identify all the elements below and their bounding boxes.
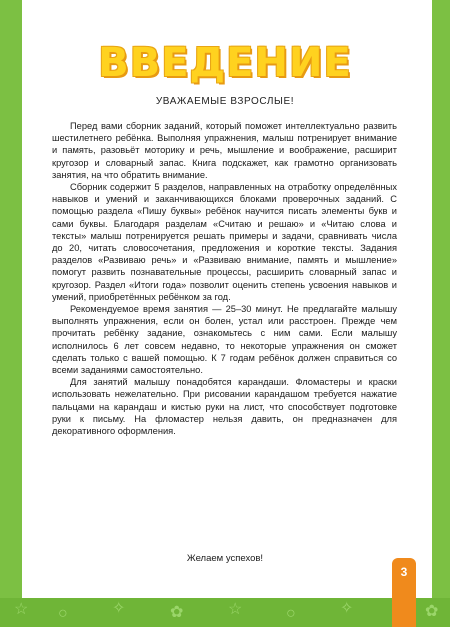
star-doodle-icon: ✧ <box>340 600 354 617</box>
greeting-heading: УВАЖАЕМЫЕ ВЗРОСЛЫЕ! <box>155 96 295 107</box>
closing-line: Желаем успехов! <box>186 553 264 564</box>
star-doodle-icon: ✧ <box>112 600 126 617</box>
paragraph: Для занятий малышу понадобятся карандаши. Фломастеры и краски использовать нежелательно. При рисовании карандашом требуется нажатие пальцами на карандаш и кистью руки на лист, что способствует подготовке руки к письму. На фломастер нельзя давить, он предназначен для декоративного оформления. <box>52 377 397 437</box>
page-number: 3 <box>400 565 408 579</box>
paragraph: Перед вами сборник заданий, который поможет интеллектуально развить шестилетнего ребёнка. Выполняя упражнения, малыш потренирует внимание и память, разовьёт моторику и речь, мышление и воображение, расширит кругозор и словарный запас. Книга подскажет, как грамотно организовать занятия, на что обратить внимание. <box>52 121 397 180</box>
paragraph: Сборник содержит 5 разделов, направленных на отработку определённых навыков и умений и заканчивающихся блоками проверочных заданий. С помощью раздела «Пишу буквы» ребёнок научится писать элементы букв и сами буквы. Благодаря разделам «Считаю и решаю» и «Читаю слова и тексты» малыш потренируется решать примеры и задачи, сравнивать числа до 20, читать словосочетания, предложения и короткие тексты. Задания разделов «Развиваю речь» и «Развиваю внимание, память и мышление» помогут развить познавательные процессы, расширить словарный запас и кругозор. Раздел «Итоги года» позволит оценить степень усвоения навыков и умений, приобретённых ребёнком за год. <box>52 182 397 302</box>
flower-doodle-icon: ✿ <box>425 603 439 620</box>
ball-doodle-icon: ○ <box>286 605 296 622</box>
page-title: ВВЕДЕНИЕ <box>98 40 352 86</box>
paragraph: Рекомендуемое время занятия — 25–30 минут. Не предлагайте малышу выполнять упражнения, если он болен, устал или расстроен. Прежде чем прочитать ребёнку задание, ознакомьтесь с ним сами. Если малышу исполнилось 6 лет совсем недавно, то некоторые упражнения он сможет сделать только с вашей помощью. К 7 годам ребёнок должен справиться со всеми заданиями самостоятельно. <box>52 304 397 376</box>
flower-doodle-icon: ✿ <box>170 604 184 621</box>
star-doodle-icon: ☆ <box>228 601 243 618</box>
ball-doodle-icon: ○ <box>58 605 68 622</box>
decorative-doodle-band <box>0 598 450 627</box>
body-text <box>52 120 397 437</box>
star-doodle-icon: ☆ <box>14 601 29 618</box>
